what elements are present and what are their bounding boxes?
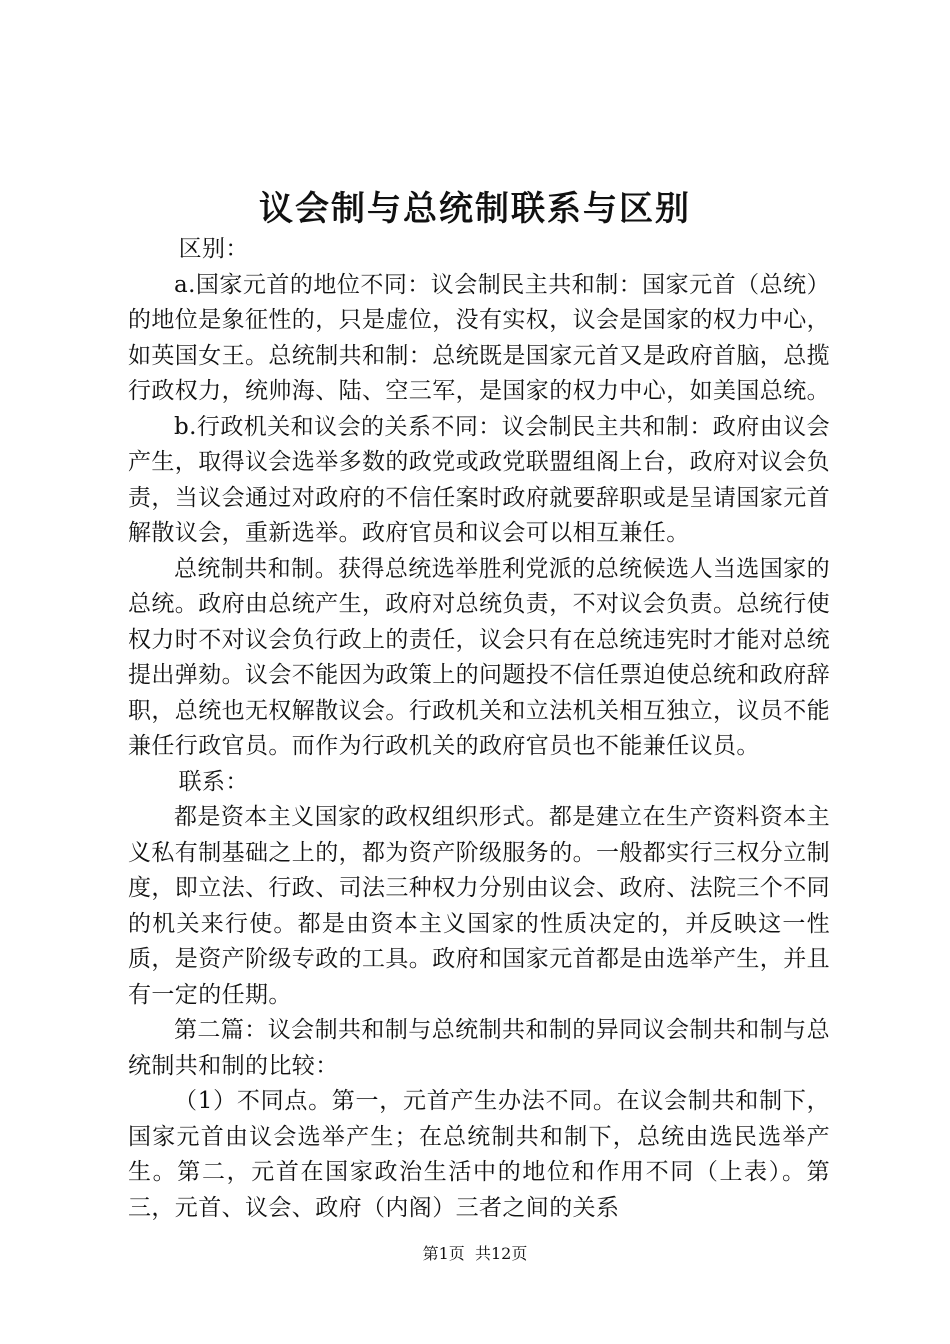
paragraph-differences-list: （1）不同点。第一，元首产生办法不同。在议会制共和制下，国家元首由议会选举产生；在总统制共和制下，总统由选民选举产生。第二，元首在国家政治生活中的地位和作用不同（上表）。第三，元首、议会、政府（内阁）三者之间的关系 — [128, 1088, 830, 1221]
section-label-connections: 联系： — [178, 768, 249, 795]
paragraph-connections: 都是资本主义国家的政权组织形式。都是建立在生产资料资本主义私有制基础之上的，都为资产阶级服务的。一般都实行三权分立制度，即立法、行政、司法三种权力分别由议会、政府、法院三个不同的机关来行使。都是由资本主义国家的性质决定的，并反映这一性质，是资产阶级专政的工具。政府和国家元首都是由选举产生，并且有一定的任期。 — [128, 804, 830, 1008]
document-body — [128, 232, 830, 1226]
page-footer — [0, 1242, 950, 1266]
paragraph-second-article: 第二篇：议会制共和制与总统制共和制的异同议会制共和制与总统制共和制的比较： — [128, 1017, 830, 1079]
paragraph-presidential-system: 总统制共和制。获得总统选举胜利党派的总统候选人当选国家的总统。政府由总统产生，政府对总统负责，不对议会负责。总统行使权力时不对议会负行政上的责任，议会只有在总统违宪时才能对总统提出弹劾。议会不能因为政策上的问题投不信任票迫使总统和政府辞职，总统也无权解散议会。行政机关和立法机关相互独立，议员不能兼任行政官员。而作为行政机关的政府官员也不能兼任议员。 — [128, 555, 830, 759]
page-number: 第1页 — [422, 1244, 465, 1263]
page-total: 共12页 — [474, 1244, 528, 1263]
document-title: 议会制与总统制联系与区别 — [259, 189, 691, 229]
section-label-differences: 区别： — [178, 236, 249, 262]
paragraph-executive-relation: b.行政机关和议会的关系不同：议会制民主共和制：政府由议会产生，取得议会选举多数的政党或政党联盟组阁上台，政府对议会负责，当议会通过对政府的不信任案时政府就要辞职或是呈请国家元首解散议会，重新选举。政府官员和议会可以相互兼任。 — [128, 413, 830, 546]
paragraph-head-of-state: a.国家元首的地位不同：议会制民主共和制：国家元首（总统）的地位是象征性的，只是虚位，没有实权，议会是国家的权力中心，如英国女王。总统制共和制：总统既是国家元首又是政府首脑，总揽行政权力，统帅海、陆、空三军，是国家的权力中心，如美国总统。 — [128, 271, 830, 404]
